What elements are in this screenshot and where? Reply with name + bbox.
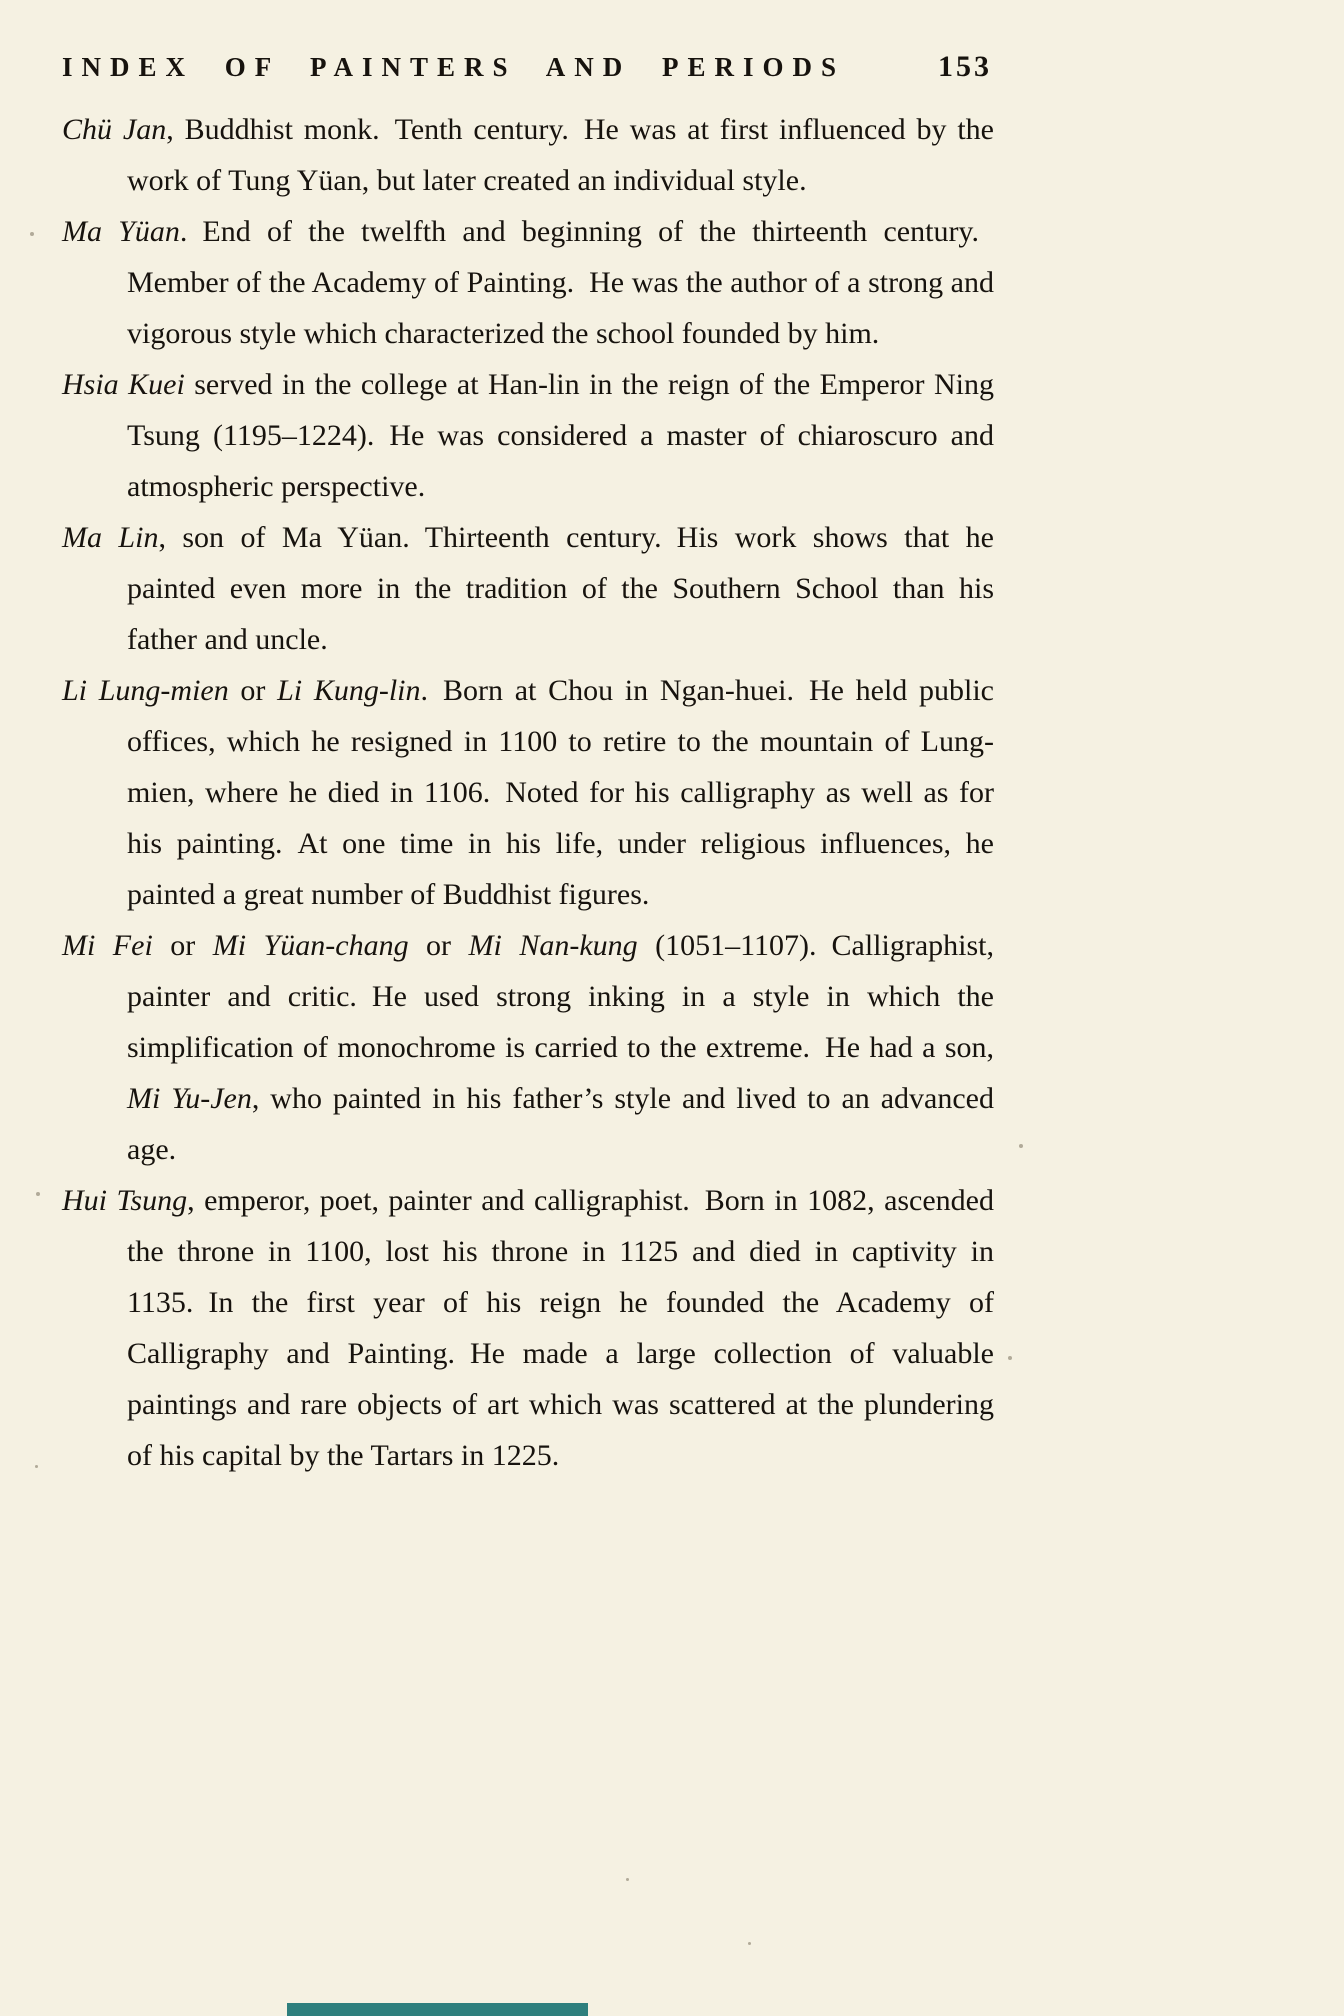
index-entry [62,512,994,665]
index-entry [62,359,994,512]
entry-text: , who painted in his father’s style and lived to an advanced age. [127,1082,994,1166]
index-entry [62,920,994,1175]
index-entry [62,665,994,920]
painter-name: Mi Fei [62,929,153,962]
scan-speck [35,1465,38,1468]
running-title: INDEX OF PAINTERS AND PERIODS [62,52,846,82]
entry-text: , Buddhist monk. Tenth century. He was at first influenced by the work of Tung Yüan, but later created an individual style. [127,113,994,197]
painter-name: Chü Jan [62,113,167,146]
scan-speck [1019,1144,1023,1148]
entry-text: . End of the twelfth and beginning of the thirteenth century. Member of the Academy of Painting. He was the author of a strong and vigorous style which characterized the school founded by him. [127,215,994,350]
painter-name: Ma Lin [62,521,159,554]
scan-speck [36,1192,40,1196]
index-entry [62,1175,994,1481]
page-number: 153 [938,50,992,83]
painter-name: Hui Tsung [62,1184,188,1217]
scan-speck [748,1942,751,1945]
entry-text: , son of Ma Yüan. Thirteenth century. His work shows that he painted even more in the tradition of the Southern School than his father and uncle. [127,521,994,656]
entry-text: or [152,929,213,962]
painter-name: Hsia Kuei [62,368,185,401]
painter-name: Mi Yu-Jen [127,1082,252,1115]
index-entries [62,104,994,1481]
index-entry [62,206,994,359]
entry-text: or [228,674,278,707]
index-entry [62,104,994,206]
scan-speck [1008,1356,1012,1360]
painter-name: Li Lung-mien [62,674,229,707]
scan-speck [626,1878,629,1881]
entry-text: (1051–1107). Calligraphist, painter and critic. He used strong inking in a style in which the simplification of monochrome is carried to the extreme. He had a son, [127,929,995,1064]
painter-name: Mi Nan-kung [468,929,638,962]
painter-name: Ma Yüan [62,215,180,248]
entry-text: , emperor, poet, painter and calligraphist. Born in 1082, ascended the throne in 1100, lost his throne in 1125 and died in captivity in 1135. In the first year of his reign he founded the Academy of Calligraphy and Painting. He made a large collection of valuable paintings and rare objects of art which was scattered at the plundering of his capital by the Tartars in 1225. [127,1184,995,1472]
entry-text: or [408,929,469,962]
page-header [62,50,992,84]
painter-name: Li Kung-lin [277,674,421,707]
scan-color-bar [287,2003,588,2016]
scan-speck [30,232,34,236]
entry-text: served in the college at Han-lin in the reign of the Emperor Ning Tsung (1195–1224). He was considered a master of chiaroscuro and atmospheric perspective. [127,368,994,503]
painter-name: Mi Yüan-chang [212,929,409,962]
entry-text: . Born at Chou in Ngan-huei. He held public offices, which he resigned in 1100 to retire to the mountain of Lung-mien, where he died in 1106. Noted for his calligraphy as well as for his painting. At one time in his life, under religious influences, he painted a great number of Buddhist figures. [127,674,994,911]
